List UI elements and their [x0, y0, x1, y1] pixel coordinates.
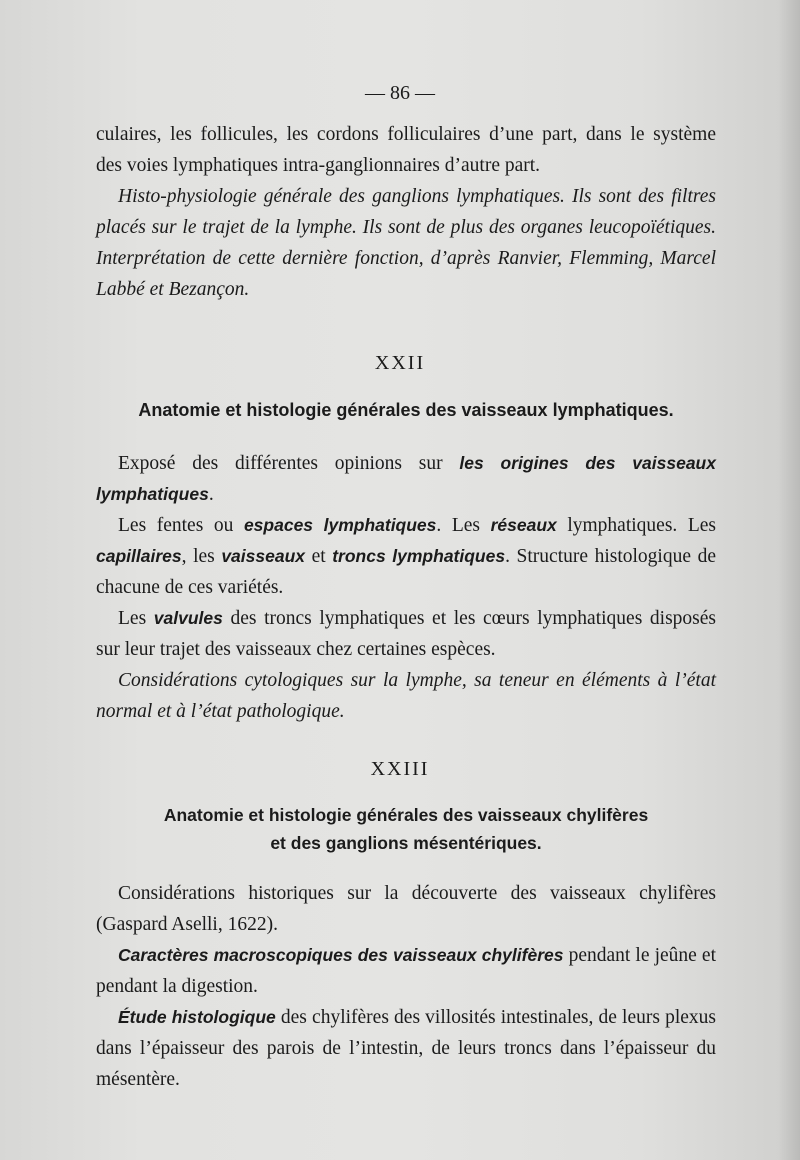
section-xxii-body	[96, 448, 716, 727]
section-heading-xxii: Anatomie et histologie générales des vaisseaux lymphatiques.	[138, 400, 674, 420]
term-reseaux: réseaux	[490, 515, 557, 535]
page-edge-shadow	[778, 0, 800, 1160]
term-valvules: valvules	[153, 608, 223, 628]
xxiii-paragraph-3: Étude histologique des chylifères des villosités intestinales, de leurs plexus dans l’épaisseur des parois de l’intestin, de leurs troncs dans l’épaisseur du mésentère.	[96, 1007, 716, 1090]
continuation-line-1: culaires, les follicules, les cordons folliculaires d’une part, dans le système	[96, 124, 716, 145]
xxii-paragraph-4: Considérations cytologiques sur la lymphe, sa teneur en éléments à l’état normal et à l’état pathologique.	[96, 670, 716, 722]
section-number-xxii: XXII	[374, 352, 426, 374]
heading-xxiii-line-2: et des ganglions mésentériques.	[270, 833, 542, 853]
section-xxiii-body	[96, 878, 716, 1095]
paragraph-continuation	[96, 119, 716, 181]
page-number: — 86 —	[365, 82, 435, 104]
continuation-line-2: des voies lymphatiques intra-ganglionnaires d’autre part.	[96, 155, 541, 176]
xxiii-paragraph-1: Considérations historiques sur la découverte des vaisseaux chylifères (Gaspard Aselli, 1622).	[96, 883, 716, 935]
heading-xxiii-line-1: Anatomie et histologie générales des vaisseaux chylifères	[163, 805, 649, 825]
xxii-paragraph-1: Exposé des différentes opinions sur les origines des vaisseaux lymphatiques.	[96, 453, 716, 505]
term-vaisseaux: vaisseaux	[221, 546, 305, 566]
term-espaces: espaces lymphatiques	[243, 515, 437, 535]
xxiii-paragraph-2: Caractères macroscopiques des vaisseaux chylifères pendant le jeûne et pendant la digestion.	[96, 945, 716, 997]
histo-text: Ils sont des filtres placés sur le trajet de la lymphe. Ils sont de plus des organes leucopoïétiques. Interprétation de cette dernière fonction, d’après Ranvier, Flemming, Marcel Labbé et Bezançon.	[96, 186, 716, 300]
term-troncs: troncs lymphatiques	[332, 546, 506, 566]
term-caracteres: Caractères macroscopiques des vaisseaux chylifères	[118, 945, 564, 965]
term-capillaires: capillaires	[96, 546, 182, 566]
section-number-xxiii: XXIII	[370, 758, 430, 780]
xxii-paragraph-3: Les valvules des troncs lymphatiques et les cœurs lymphatiques disposés sur leur trajet des vaisseaux chez certaines espèces.	[96, 608, 716, 660]
histo-physiology-paragraph	[96, 181, 716, 305]
term-origines: les origines des vaisseaux lymphatiques	[96, 453, 716, 504]
xxii-paragraph-2: Les fentes ou espaces lymphatiques. Les réseaux lymphatiques. Les capillaires, les vaisseaux et troncs lymphatiques. Structure histologique de chacune de ces variétés.	[96, 515, 717, 598]
histo-title: Histo-physiologie générale des ganglions lymphatiques.	[118, 186, 565, 207]
term-etude: Étude histologique	[118, 1007, 276, 1027]
section-heading-xxiii	[96, 801, 716, 857]
